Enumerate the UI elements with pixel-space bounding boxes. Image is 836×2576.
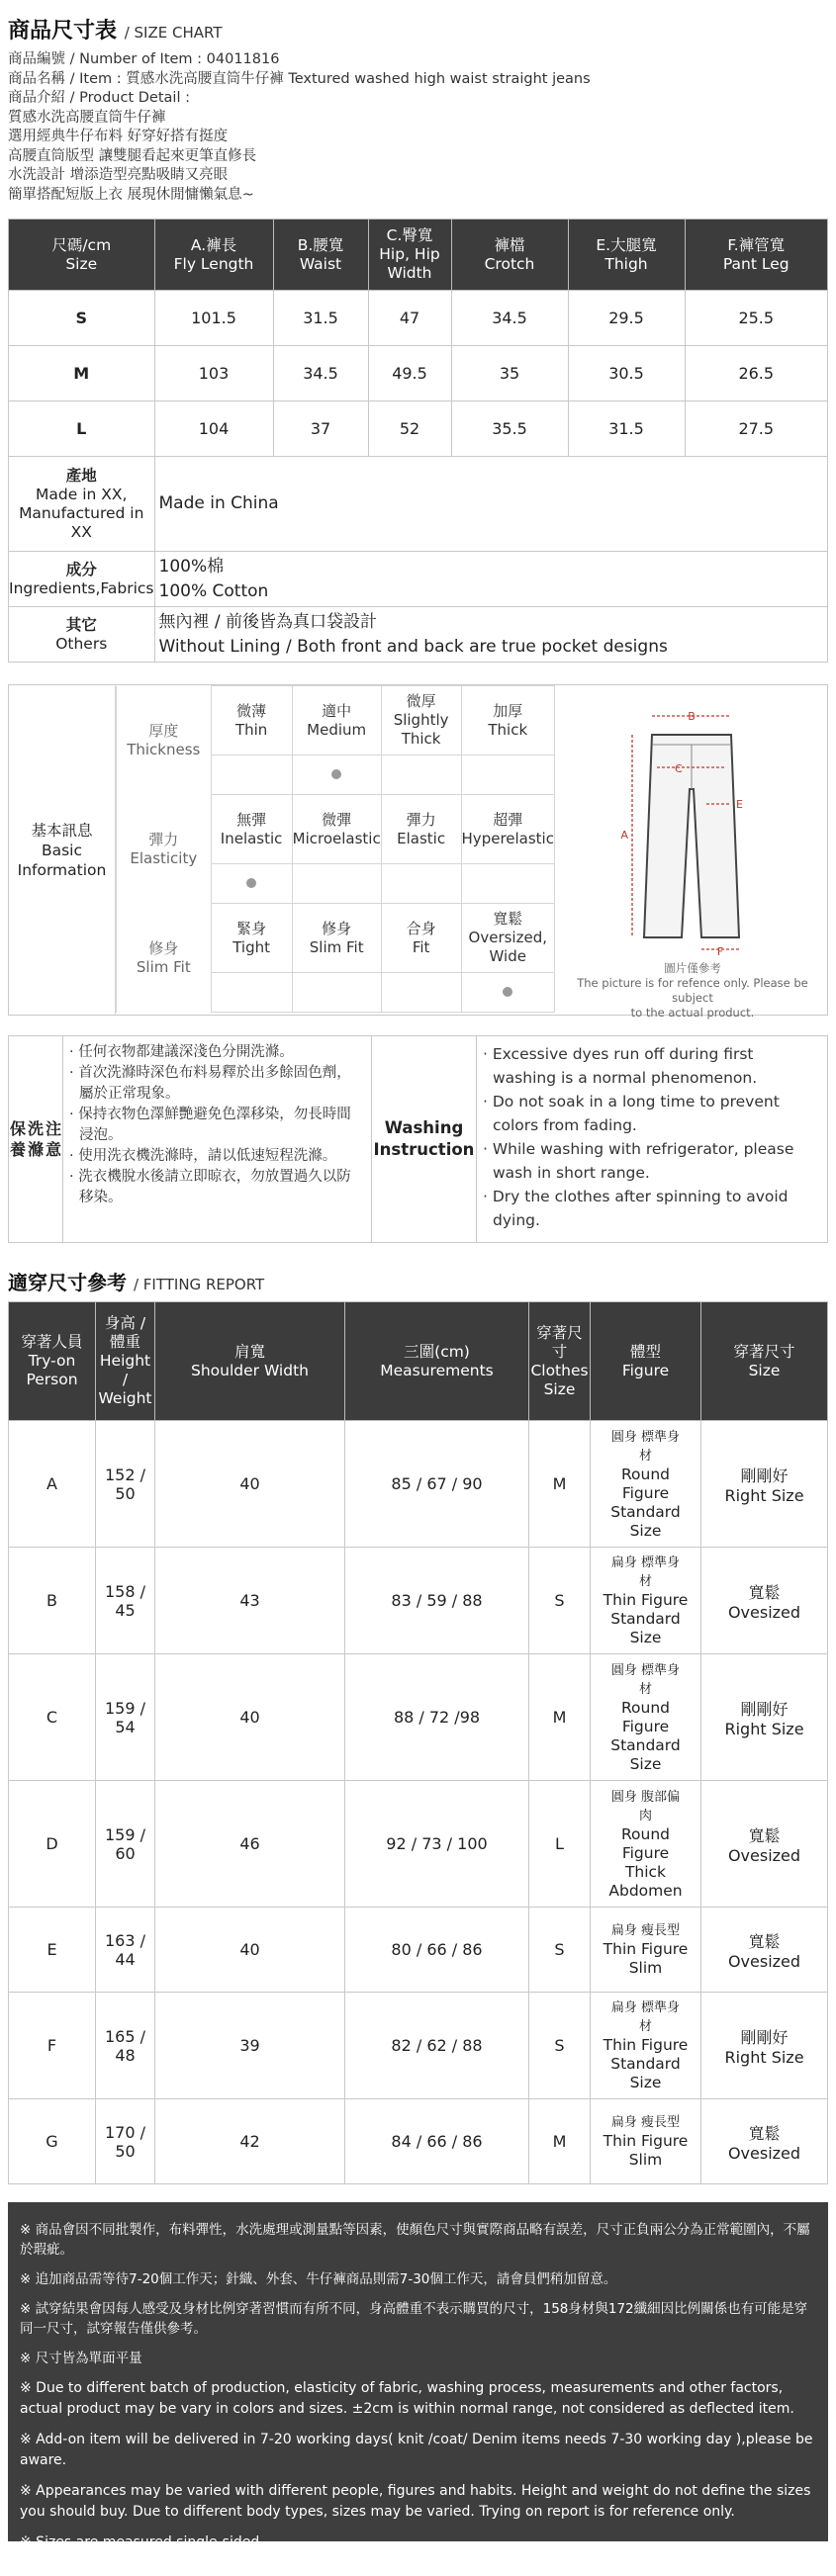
basic-info-label-line: Information <box>17 860 107 879</box>
fitting-fit: 寬鬆 Ovesized <box>701 1548 828 1654</box>
fitting-size: S <box>529 1908 591 1993</box>
note-zh: ※ 商品會因不同批製作，布料彈性，水洗處理或測量點等因素，使顏色尺寸與實際商品略有誤差，尺寸正負兩公分為正常範圍內，不屬於瑕疵。 <box>20 2222 810 2258</box>
fitting-size: M <box>529 2099 591 2184</box>
size-header: 尺碼/cm Size <box>9 220 155 291</box>
fitting-row <box>9 1654 828 1781</box>
diagram-letter-a: A <box>620 829 628 842</box>
fitting-size: S <box>529 1548 591 1654</box>
fitting-row <box>9 1908 828 1993</box>
basic-dot-cell <box>461 864 554 904</box>
size-value: 27.5 <box>685 401 828 457</box>
washing-item-en: · Dry the clothes after spinning to avoid dying. <box>483 1188 789 1229</box>
basic-dot-cell <box>211 755 292 795</box>
size-header: 褲檔 Crotch <box>451 220 568 291</box>
size-value: 49.5 <box>368 346 451 401</box>
fitting-measurements: 88 / 72 /98 <box>345 1654 529 1781</box>
fitting-shoulder: 40 <box>155 1421 345 1548</box>
product-info <box>8 50 828 205</box>
basic-info-label <box>9 685 116 1015</box>
washing-label-en <box>372 1036 477 1242</box>
notes-panel <box>8 2202 828 2550</box>
note-en: ※ Add-on item will be delivered in 7-20 working days( knit /coat/ Denim items needs 7-30 working day ),please be aware. <box>20 2432 813 2468</box>
size-value: 47 <box>368 291 451 346</box>
fitting-fit: 寬鬆 Ovesized <box>701 1908 828 1993</box>
caption-line: 圖片僅參考 <box>664 961 721 975</box>
washing-label-line: Instruction <box>373 1140 475 1159</box>
size-value: 35.5 <box>451 401 568 457</box>
size-header: B.腰寬 Waist <box>273 220 368 291</box>
fitting-header: 穿著尺寸 Size <box>701 1302 828 1421</box>
fitting-measurements: 85 / 67 / 90 <box>345 1421 529 1548</box>
basic-options-row <box>117 795 555 864</box>
fitting-figure <box>591 1548 701 1654</box>
note-zh: ※ 尺寸皆為單面平量 <box>20 2351 142 2366</box>
fitting-height-weight: 159 / 60 <box>96 1781 155 1908</box>
basic-info-panel <box>8 684 828 1020</box>
fitting-person: A <box>9 1421 96 1548</box>
basic-category-label: 修身 Slim Fit <box>117 904 212 1013</box>
washing-item-zh: · 使用洗衣機洗滌時，請以低速短程洗滌。 <box>69 1148 337 1164</box>
size-extra-row <box>9 552 828 607</box>
note-zh: ※ 試穿結果會因每人感受及身材比例穿著習慣而有所不同，身高體重不表示購買的尺寸，158身材與172纖細因比例關係也有可能是穿同一尺寸，試穿報告僅供參考。 <box>20 2301 808 2337</box>
basic-category-label: 厚度 Thickness <box>117 686 212 795</box>
washing-item-en: · Do not soak in a long time to prevent colors from fading. <box>483 1093 780 1134</box>
basic-option-label: 微厚 Slightly Thick <box>381 686 461 755</box>
note-en: ※ Due to different batch of production, elasticity of fabric, washing process, measurements and other factors, actual product may be vary in colors and sizes. ±2cm is within normal range, not considered as deflected item. <box>20 2380 794 2417</box>
size-value: 29.5 <box>568 291 685 346</box>
size-extra-label: 產地 Made in XX, Manufactured in XX <box>9 457 155 552</box>
basic-dot-cell <box>292 973 381 1013</box>
size-value: 26.5 <box>685 346 828 401</box>
size-header: E.大腿寬 Thigh <box>568 220 685 291</box>
product-info-line: 商品編號 / Number of Item : 04011816 <box>8 51 280 67</box>
size-value: 101.5 <box>154 291 273 346</box>
washing-item-zh: · 洗衣機脫水後請立即晾衣，勿放置過久以防移染。 <box>69 1169 351 1205</box>
fitting-measurements: 82 / 62 / 88 <box>345 1993 529 2099</box>
fitting-person: G <box>9 2099 96 2184</box>
figure-en: Thin Figure Slim <box>603 2132 689 2169</box>
washing-list-zh <box>63 1036 372 1242</box>
size-value: 52 <box>368 401 451 457</box>
fitting-shoulder: 42 <box>155 2099 345 2184</box>
figure-en: Round Figure Standard Size <box>610 1698 681 1773</box>
washing-item-zh: · 保持衣物色澤鮮艷避免色澤移染，勿長時間浸泡。 <box>69 1107 351 1143</box>
basic-option-label: 微薄 Thin <box>211 686 292 755</box>
size-extra-value: 100%棉 100% Cotton <box>154 552 828 607</box>
fitting-person: C <box>9 1654 96 1781</box>
fitting-person: F <box>9 1993 96 2099</box>
product-info-line: 選用經典牛仔布料 好穿好搭有挺度 <box>8 129 229 144</box>
note-en: ※ Appearances may be varied with different people, figures and habits. Height and weight do not define the sizes you should buy. Due to different body types, sizes may be varied. Trying on report is for reference only. <box>20 2483 811 2520</box>
fitting-person: B <box>9 1548 96 1654</box>
size-extra-row <box>9 607 828 663</box>
basic-info-label-line: Basic <box>41 841 83 859</box>
basic-option-label: 緊身 Tight <box>211 904 292 973</box>
size-value: 37 <box>273 401 368 457</box>
basic-dot-cell <box>211 973 292 1013</box>
fitting-header: 穿著尺 寸 Clothes Size <box>529 1302 591 1421</box>
figure-en: Thin Figure Standard Size <box>603 2036 689 2091</box>
size-chart-title: 商品尺寸表 / SIZE CHART <box>8 19 223 44</box>
fitting-measurements: 84 / 66 / 86 <box>345 2099 529 2184</box>
diagram-letter-f: F <box>716 945 724 957</box>
figure-zh: 扁身 瘦長型 <box>610 2115 681 2130</box>
figure-en: Thin Figure Slim <box>603 1940 689 1977</box>
fitting-figure <box>591 1421 701 1548</box>
fitting-size: M <box>529 1421 591 1548</box>
washing-item-zh: · 首次洗滌時深色布料易釋於出多餘固色劑，屬於正常現象。 <box>69 1065 351 1102</box>
size-row <box>9 346 828 401</box>
fitting-shoulder: 46 <box>155 1781 345 1908</box>
washing-label-line: 注意 <box>45 1119 61 1159</box>
washing-panel <box>8 1035 828 1243</box>
fitting-size: S <box>529 1993 591 2099</box>
fitting-table <box>8 1301 828 2184</box>
washing-label-line: 洗滌 <box>27 1119 44 1159</box>
diagram-letter-c: C <box>675 762 683 775</box>
product-info-line: 商品名稱 / Item : 質感水洗高腰直筒牛仔褲 Textured washed high waist straight jeans <box>8 70 591 87</box>
fitting-person: D <box>9 1781 96 1908</box>
fitting-measurements: 83 / 59 / 88 <box>345 1548 529 1654</box>
fitting-title: 適穿尺寸參考 / FITTING REPORT <box>8 1271 265 1294</box>
fitting-header: 三圍(cm) Measurements <box>345 1302 529 1421</box>
figure-zh: 扁身 標準身 材 <box>610 2000 681 2034</box>
fitting-height-weight: 152 / 50 <box>96 1421 155 1548</box>
size-header: A.褲長 Fly Length <box>154 220 273 291</box>
basic-options-row <box>117 904 555 973</box>
basic-option-label: 超彈 Hyperelastic <box>461 795 554 864</box>
fitting-row <box>9 1781 828 1908</box>
product-info-line: 簡單搭配短版上衣 展現休閒慵懶氣息~ <box>8 186 254 203</box>
fitting-size: L <box>529 1781 591 1908</box>
size-extra-label: 成分 Ingredients,Fabrics <box>9 552 155 607</box>
product-info-line: 高腰直筒版型 讓雙腿看起來更筆直修長 <box>8 147 257 164</box>
diagram-letter-e: E <box>736 798 743 811</box>
caption-line: The picture is for refence only. Please be subject <box>577 976 808 1005</box>
size-extra-value: Made in China <box>154 457 828 552</box>
washing-label-zh <box>9 1036 63 1242</box>
fitting-measurements: 80 / 66 / 86 <box>345 1908 529 1993</box>
size-label: M <box>9 346 155 401</box>
basic-dot-cell <box>381 864 461 904</box>
size-value: 104 <box>154 401 273 457</box>
fitting-height-weight: 165 / 48 <box>96 1993 155 2099</box>
fitting-shoulder: 40 <box>155 1654 345 1781</box>
basic-category-label: 彈力 Elasticity <box>117 795 212 904</box>
fitting-row <box>9 2099 828 2184</box>
diagram-caption <box>558 961 827 1021</box>
fitting-fit: 寬鬆 Ovesized <box>701 2099 828 2184</box>
basic-option-label: 加厚 Thick <box>461 686 554 755</box>
basic-option-label: 合身 Fit <box>381 904 461 973</box>
fitting-header: 肩寬 Shoulder Width <box>155 1302 345 1421</box>
basic-option-label: 無彈 Inelastic <box>211 795 292 864</box>
washing-item-en: · While washing with refrigerator, please wash in short range. <box>483 1140 794 1182</box>
size-header: F.褲管寬 Pant Leg <box>685 220 828 291</box>
selected-dot-icon <box>503 987 512 997</box>
pants-diagram <box>558 690 827 1020</box>
figure-zh: 圓身 標準身 材 <box>610 1429 681 1464</box>
product-info-line: 水洗設計 增添造型亮點吸睛又亮眼 <box>8 167 229 183</box>
fitting-fit: 剛剛好 Right Size <box>701 1993 828 2099</box>
selected-dot-icon <box>246 878 256 888</box>
figure-zh: 圓身 標準身 材 <box>610 1662 681 1697</box>
basic-dot-cell <box>461 973 554 1013</box>
note-zh: ※ 追加商品需等待7-20個工作天；針織、外套、牛仔褲商品則需7-30個工作天，請會員們稍加留意。 <box>20 2271 617 2287</box>
fitting-figure <box>591 2099 701 2184</box>
size-value: 34.5 <box>273 346 368 401</box>
fitting-shoulder: 40 <box>155 1908 345 1993</box>
fitting-figure <box>591 1993 701 2099</box>
fitting-row <box>9 1421 828 1548</box>
fitting-figure <box>591 1908 701 1993</box>
fitting-row <box>9 1548 828 1654</box>
basic-dot-cell <box>461 755 554 795</box>
figure-zh: 扁身 標準身 材 <box>610 1555 681 1589</box>
washing-list-en <box>477 1036 827 1242</box>
washing-label-line: Washing <box>384 1118 464 1137</box>
basic-options-row <box>117 686 555 755</box>
washing-item-en: · Excessive dyes run off during first washing is a normal phenomenon. <box>483 1045 758 1087</box>
fitting-figure <box>591 1654 701 1781</box>
basic-info-label-line: 基本訊息 <box>31 821 93 840</box>
pants-diagram-svg <box>558 690 827 957</box>
figure-en: Round Figure Thick Abdomen <box>608 1824 683 1900</box>
basic-option-label: 修身 Slim Fit <box>292 904 381 973</box>
basic-dot-cell <box>381 973 461 1013</box>
product-info-line: 質感水洗高腰直筒牛仔褲 <box>8 109 166 126</box>
fitting-shoulder: 43 <box>155 1548 345 1654</box>
basic-option-label: 微彈 Microelastic <box>292 795 381 864</box>
size-value: 25.5 <box>685 291 828 346</box>
basic-dot-cell <box>381 755 461 795</box>
notes-zh <box>20 2220 816 2368</box>
fitting-person: E <box>9 1908 96 1993</box>
size-extra-row <box>9 457 828 552</box>
washing-item-zh: · 任何衣物都建議深淺色分開洗滌。 <box>69 1044 294 1060</box>
fitting-height-weight: 170 / 50 <box>96 2099 155 2184</box>
size-value: 35 <box>451 346 568 401</box>
size-value: 31.5 <box>568 401 685 457</box>
size-label: L <box>9 401 155 457</box>
size-value: 30.5 <box>568 346 685 401</box>
size-value: 34.5 <box>451 291 568 346</box>
size-extra-label: 其它 Others <box>9 607 155 663</box>
fitting-fit: 剛剛好 Right Size <box>701 1421 828 1548</box>
size-row <box>9 401 828 457</box>
basic-option-label: 彈力 Elastic <box>381 795 461 864</box>
fitting-height-weight: 163 / 44 <box>96 1908 155 1993</box>
fitting-figure <box>591 1781 701 1908</box>
fitting-size: M <box>529 1654 591 1781</box>
figure-en: Round Figure Standard Size <box>610 1465 681 1540</box>
size-value: 31.5 <box>273 291 368 346</box>
size-value: 103 <box>154 346 273 401</box>
fitting-row <box>9 1993 828 2099</box>
basic-option-label: 適中 Medium <box>292 686 381 755</box>
product-info-line: 商品介紹 / Product Detail : <box>8 90 190 106</box>
fitting-header: 穿著人員 Try-on Person <box>9 1302 96 1421</box>
size-row <box>9 291 828 346</box>
size-chart-table <box>8 219 828 663</box>
caption-line: to the actual product. <box>630 1006 755 1020</box>
fitting-header: 身高 / 體重 Height / Weight <box>96 1302 155 1421</box>
fitting-header: 體型 Figure <box>591 1302 701 1421</box>
size-label: S <box>9 291 155 346</box>
fitting-height-weight: 159 / 54 <box>96 1654 155 1781</box>
size-extra-value: 無內裡 / 前後皆為真口袋設計 Without Lining / Both front and back are true pocket designs <box>154 607 828 663</box>
basic-dot-cell <box>292 864 381 904</box>
basic-dot-cell <box>292 755 381 795</box>
figure-en: Thin Figure Standard Size <box>603 1591 689 1646</box>
washing-label-line: 保養 <box>9 1119 26 1159</box>
diagram-letter-b: B <box>688 710 696 723</box>
notes-en <box>20 2378 816 2553</box>
fitting-fit: 剛剛好 Right Size <box>701 1654 828 1781</box>
fitting-height-weight: 158 / 45 <box>96 1548 155 1654</box>
basic-option-label: 寬鬆 Oversized, Wide <box>461 904 554 973</box>
selected-dot-icon <box>331 769 341 779</box>
size-header: C.臀寬 Hip, Hip Width <box>368 220 451 291</box>
figure-zh: 扁身 瘦長型 <box>610 1923 681 1938</box>
fitting-measurements: 92 / 73 / 100 <box>345 1781 529 1908</box>
figure-zh: 圓身 腹部偏 肉 <box>610 1789 681 1823</box>
basic-dot-cell <box>211 864 292 904</box>
fitting-shoulder: 39 <box>155 1993 345 2099</box>
fitting-fit: 寬鬆 Ovesized <box>701 1781 828 1908</box>
note-en: ※ Sizes are measured single-sided. <box>20 2534 264 2550</box>
